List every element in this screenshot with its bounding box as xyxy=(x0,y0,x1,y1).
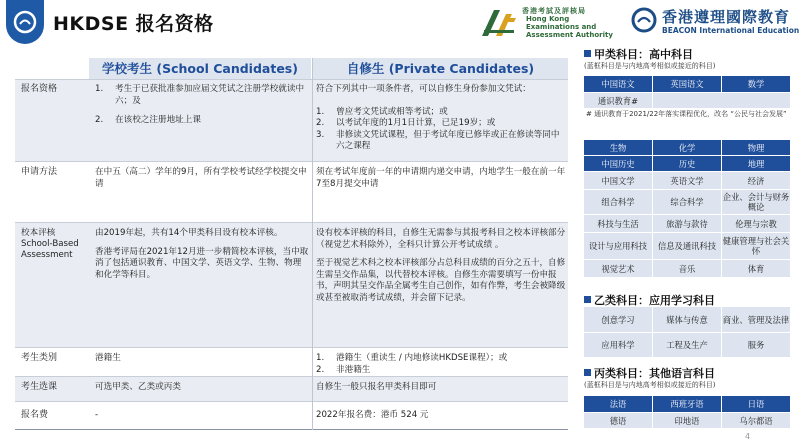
subject-cell: 中国语文 xyxy=(584,76,652,92)
subject-cell: 健康管理与社会关怀 xyxy=(722,233,790,259)
subject-cell: 经济 xyxy=(722,172,790,189)
divider xyxy=(15,79,568,80)
list-item: 2. 以考试年度的1月1日计算，已足19岁；或 xyxy=(316,118,496,128)
subject-cell: 综合科学 xyxy=(653,190,721,214)
school-cell: 港籍生 xyxy=(95,353,121,363)
row-label: 考生选课 xyxy=(21,382,58,392)
subject-cell: 体育 xyxy=(722,260,790,277)
divider xyxy=(15,376,568,377)
private-cell: 设有校本评核的科目，自修生无需参与其报考科目之校本评核部分（视觉艺术科除外），全科只计算公开考试成绩 。 至于视觉艺术科之校本评核部分占总科目成绩的百分之五十，自修生需呈交作品集，以代替校本评核。自修生亦需要填写一份申报书，声明其呈交作品全属考生自己创作，如有作弊，考生会被降级或甚至被取消考试成绩，并会留下记录。 xyxy=(316,228,566,303)
subject-cell: 中国文学 xyxy=(584,172,652,189)
subject-cell: 组合科学 xyxy=(584,190,652,214)
hkeaa-name-en: Hong Kong Examinations and Assessment Authority xyxy=(526,15,613,39)
subject-cell: 物理 xyxy=(722,140,790,155)
row-label: 申请方法 xyxy=(21,167,58,177)
row-subject-selection xyxy=(15,377,568,401)
subject-cell: 企业、会计与财务概论 xyxy=(722,192,790,212)
brand-badge xyxy=(6,0,44,44)
private-intro: 符合下列其中一项条件者，可以自修生身份参加文凭试： xyxy=(316,84,531,94)
divider xyxy=(15,401,568,402)
subject-cell: 设计与应用科技 xyxy=(584,233,652,259)
bullet-square-icon xyxy=(584,369,591,376)
beacon-logo xyxy=(630,3,800,43)
subject-cell: 商业、管理及法律 xyxy=(722,307,790,332)
subject-cell: 生物 xyxy=(584,140,652,155)
subject-cell: 西班牙语 xyxy=(653,396,721,412)
divider xyxy=(15,222,568,223)
subject-cell: 数学 xyxy=(722,76,790,92)
subject-cell: 印地语 xyxy=(653,413,721,428)
list-item: 1. 港籍生（重读生 / 内地修读HKDSE课程）；或 xyxy=(316,353,508,363)
hkeaa-logo xyxy=(480,4,620,42)
page-title: HKDSE 报名资格 xyxy=(53,13,214,35)
subject-cell: 应用科学 xyxy=(584,333,652,357)
divider xyxy=(312,58,313,430)
subject-cell: 音乐 xyxy=(653,260,721,277)
school-cell: 可选甲类、乙类或丙类 xyxy=(95,382,181,392)
private-cell: 自修生一般只报名甲类科目即可 xyxy=(316,382,437,392)
subject-cell: 视觉艺术 xyxy=(584,260,652,277)
applied-learning-grid xyxy=(584,307,790,357)
eligibility-table xyxy=(15,58,568,430)
liberal-studies-note: # 通识教育于2021/22年落实课程优化，改名 “公民与社会发展” xyxy=(586,110,787,118)
row-label: 校本评核 School-Based Assessment xyxy=(21,228,79,260)
subject-cell: 旅游与款待 xyxy=(653,215,721,232)
beacon-logo-icon xyxy=(630,6,658,34)
bullet-square-icon xyxy=(584,50,591,57)
category-c-note: (蓝框科目是与内地高考相似或接近的科目) xyxy=(584,381,716,389)
subject-cell: 乌尔都语 xyxy=(722,413,790,428)
row-label: 报名资格 xyxy=(21,84,58,94)
list-item: 3. 非修读文凭试课程，但于考试年度已修毕或正在修读等同中六之课程 xyxy=(316,129,560,151)
subject-cell: 中国历史 xyxy=(584,156,652,171)
divider xyxy=(15,347,568,348)
subject-cell: 创意学习 xyxy=(584,307,652,332)
subject-cell: 工程及生产 xyxy=(653,333,721,357)
school-cell xyxy=(95,84,309,127)
divider xyxy=(15,161,568,162)
subject-cell: 化学 xyxy=(653,140,721,155)
page-number: 4 xyxy=(745,432,751,441)
category-a-title: 甲类科目：高中科目 xyxy=(584,46,693,62)
category-c-title: 丙类科目：其他语言科目 xyxy=(584,365,715,381)
row-sba xyxy=(15,223,568,347)
list-item: 2. 非港籍生 xyxy=(316,364,371,375)
subject-cell: 信息及通讯科技 xyxy=(653,233,721,259)
list-item: 1. 曾应考文凭试或相等考试；或 xyxy=(316,106,448,117)
elective-subjects-grid xyxy=(584,140,790,285)
private-cell xyxy=(316,84,566,153)
row-application-method xyxy=(15,162,568,222)
private-candidates-header: 自修生 (Private Candidates) xyxy=(313,58,568,79)
subject-cell: 地理 xyxy=(722,156,790,171)
school-cell: 由2019年起，共有14个甲类科目设有校本评核。 香港考评局在2021年12月进一步精简校本评核，当中取消了包括通识教育、中国文学、英语文学、生物、物理和化学等科目。 xyxy=(95,228,309,280)
subject-cell: 服务 xyxy=(722,333,790,357)
row-candidate-category xyxy=(15,348,568,376)
core-subjects-grid xyxy=(584,76,790,108)
beacon-name-en: BEACON International Education xyxy=(662,26,800,35)
row-registration-fee xyxy=(15,402,568,430)
list-item: 1. 考生于已获批准参加应届文凭试之注册学校就读中六；及 xyxy=(95,84,305,106)
subject-cell: 科技与生活 xyxy=(584,215,652,232)
private-cell: 2022年报名费：港币 524 元 xyxy=(316,410,429,420)
private-cell xyxy=(316,353,566,376)
subject-cell: 媒体与传意 xyxy=(653,307,721,332)
header xyxy=(0,0,800,44)
hkeaa-logo-icon xyxy=(480,6,520,40)
school-candidates-header: 学校考生 (School Candidates) xyxy=(89,58,311,79)
hkeaa-name-zh: 香港考試及評核局 xyxy=(522,7,586,15)
subject-cell: 伦理与宗教 xyxy=(722,215,790,232)
school-cell: - xyxy=(95,410,99,420)
subject-cell: 通识教育# xyxy=(584,93,652,108)
subject-cell: 日语 xyxy=(722,396,790,412)
school-cell: 在中五（高二）学年的9月，所有学校考试经学校提交申请 xyxy=(95,167,307,189)
subject-cell: 德语 xyxy=(584,413,652,428)
row-label: 考生类别 xyxy=(21,353,58,363)
list-item: 2. 在该校之注册地址上课 xyxy=(95,115,201,125)
empty-cell xyxy=(653,93,790,108)
divider xyxy=(15,429,568,430)
category-b-title: 乙类科目：应用学习科目 xyxy=(584,292,715,308)
bullet-square-icon xyxy=(584,296,591,303)
other-languages-grid xyxy=(584,396,790,429)
row-label: 报名费 xyxy=(21,410,49,420)
private-cell: 须在考试年度前一年的申请期内递交申请，内地学生一般在前一年7至8月提交申请 xyxy=(316,167,566,189)
beacon-name-zh: 香港遵理國際教育 xyxy=(662,8,791,26)
category-a-note: (蓝框科目是与内地高考相似或接近的科目) xyxy=(584,62,716,70)
subject-cell: 英国语文 xyxy=(653,76,721,92)
subject-cell: 法语 xyxy=(584,396,652,412)
beacon-badge-icon xyxy=(13,10,37,34)
row-eligibility xyxy=(15,79,568,161)
subject-cell: 历史 xyxy=(653,156,721,171)
subject-cell: 英语文学 xyxy=(653,172,721,189)
